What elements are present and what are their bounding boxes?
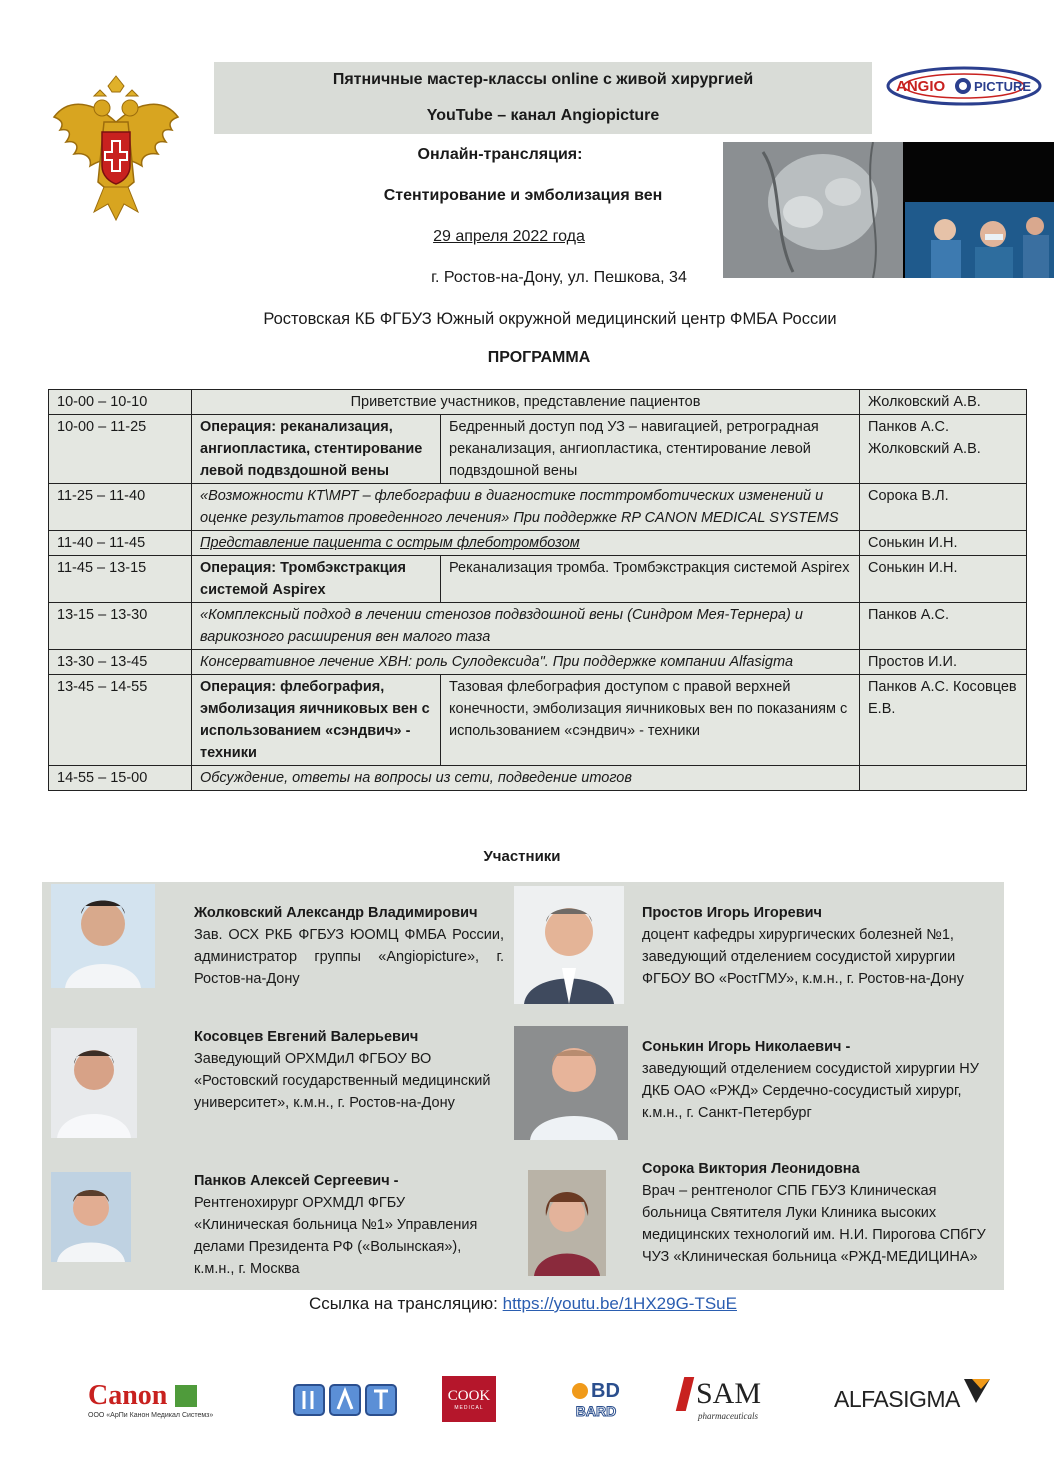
table-row — [49, 531, 1027, 556]
sam-pharmaceuticals-sponsor-logo — [680, 1376, 780, 1422]
alfasigma-triangle-icon — [962, 1375, 992, 1405]
program-title: ПРОГРАММА — [487, 349, 591, 366]
participant-photo — [514, 1026, 628, 1140]
time-cell: 13-15 – 13-30 — [49, 603, 192, 650]
participant-card — [194, 1026, 494, 1114]
time-cell: 11-40 – 11-45 — [49, 531, 192, 556]
speaker-cell: Жолковский А.В. — [860, 390, 1027, 415]
speaker-cell: Простов И.И. — [860, 650, 1027, 675]
participant-name: Жолковский Александр Владимирович — [194, 905, 478, 921]
canon-subtitle: ООО «АрПи Канон Медикал Системз» — [88, 1411, 214, 1419]
bd-bard-sponsor-logo — [566, 1376, 626, 1422]
broadcast-organization: Ростовская КБ ФГБУЗ Южный окружной медицинский центр ФМБА России — [263, 310, 837, 328]
broadcast-topic: Стентирование и эмболизация вен — [383, 187, 663, 204]
participant-card — [642, 1036, 982, 1124]
participant-name: Косовцев Евгений Валерьевич — [194, 1029, 419, 1045]
canon-sponsor-logo — [88, 1376, 228, 1422]
time-cell: 11-45 – 13-15 — [49, 556, 192, 603]
speaker-cell: Панков А.С. — [860, 603, 1027, 650]
time-cell: 11-25 – 11-40 — [49, 484, 192, 531]
broadcast-label: Онлайн-трансляция: — [417, 146, 583, 163]
time-cell: 10-00 – 11-25 — [49, 415, 192, 484]
participant-card — [642, 1158, 992, 1268]
participant-bio: заведующий отделением сосудистой хирургии НУ ДКБ ОАО «РЖД» Сердечно-сосудистый хирург, к.м.н., г. Санкт-Петербург — [642, 1061, 979, 1121]
time-cell: 10-00 – 10-10 — [49, 390, 192, 415]
canon-logo-text: Canon — [88, 1379, 168, 1411]
participant-card — [642, 902, 982, 990]
table-row — [49, 650, 1027, 675]
speaker-cell: Сонькин И.Н. — [860, 531, 1027, 556]
participant-name: Панков Алексей Сергеевич - — [194, 1173, 399, 1189]
activity-cell: Консервативное лечение ХВН: роль Сулодексида". При поддержке компании Alfasigma — [192, 650, 860, 675]
details-cell: Бедренный доступ под УЗ – навигацией, ретроградная реканализация, ангиопластика, стентирование левой подвздошной вены — [441, 415, 860, 484]
time-cell: 13-30 – 13-45 — [49, 650, 192, 675]
table-row — [49, 675, 1027, 766]
table-row — [49, 556, 1027, 603]
participant-name: Сонькин Игорь Николаевич - — [642, 1039, 851, 1055]
bd-icon — [572, 1383, 588, 1399]
alfasigma-logo-text: ALFASIGMA — [834, 1385, 960, 1412]
cook-medical-sponsor-logo — [442, 1376, 496, 1422]
broadcast-address: г. Ростов-на-Дону, ул. Пешкова, 34 — [431, 269, 687, 286]
speaker-cell: Сорока В.Л. — [860, 484, 1027, 531]
participant-bio: Рентгенохирург ОРХМДЛ ФГБУ «Клиническая больница №1» Управления делами Президента РФ («Волынская»), к.м.н., г. Москва — [194, 1195, 478, 1277]
operation-cell: Операция: реканализация, ангиопластика, стентирование левой подвздошной вены — [192, 415, 441, 484]
details-cell: Тазовая флебография доступом с правой верхней конечности, эмболизация яичниковых вен по показаниям с использованием «сэндвич» - техники — [441, 675, 860, 766]
cook-subtitle: MEDICAL — [454, 1404, 484, 1411]
sam-logo-text: SAM — [696, 1377, 762, 1410]
activity-cell: «Возможности КТ\МРТ – флебографии в диагностике посттромботических изменений и оценке результатов проведенного лечения» При поддержке RP CANON MEDICAL SYSTEMS — [192, 484, 860, 531]
imt-sponsor-logo — [292, 1376, 402, 1422]
participant-bio: Зав. ОСХ РКБ ФГБУЗ ЮОМЦ ФМБА России, администратор группы «Angiopicture», г. Ростов-на-Дону — [194, 927, 504, 987]
angio-logo-text: ANGIO — [896, 78, 946, 95]
participant-card — [194, 902, 504, 990]
participant-photo — [51, 1028, 137, 1138]
activity-cell: Обсуждение, ответы на вопросы из сети, подведение итогов — [192, 766, 860, 791]
participant-bio: доцент кафедры хирургических болезней №1, заведующий отделением сосудистой хирургии ФГБОУ ВО «РостГМУ», к.м.н., г. Ростов-на-Дону — [642, 927, 964, 987]
stream-label: Ссылка на трансляцию: — [309, 1294, 498, 1313]
details-cell: Реканализация тромба. Тромбэкстракция системой Aspirex — [441, 556, 860, 603]
speaker-cell: Сонькин И.Н. — [860, 556, 1027, 603]
participant-photo — [528, 1170, 606, 1276]
time-cell: 14-55 – 15-00 — [49, 766, 192, 791]
participant-photo — [51, 1172, 131, 1262]
sam-slash-icon — [676, 1377, 694, 1411]
angiopicture-logo — [884, 60, 1044, 116]
bard-logo-text: BARD — [575, 1402, 617, 1419]
alfasigma-sponsor-logo — [834, 1376, 1004, 1422]
activity-cell: Представление пациента с острым флеботромбозом — [192, 531, 860, 556]
bd-logo-text: BD — [591, 1379, 620, 1402]
activity-cell: Приветствие участников, представление пациентов — [192, 390, 860, 415]
surgery-video-still — [723, 142, 1054, 278]
russian-coat-of-arms-emblem — [34, 62, 199, 227]
stream-link-line — [200, 1294, 846, 1314]
participant-photo — [514, 886, 624, 1004]
banner-youtube-channel: YouTube – канал Angiopicture — [214, 98, 872, 134]
time-cell: 13-45 – 14-55 — [49, 675, 192, 766]
participant-bio: Врач – рентгенолог СПБ ГБУЗ Клиническая больница Святителя Луки Клиника высоких медицинских технологий им. Н.И. Пирогова СПбГУ ЧУЗ «Клиническая больница «РЖД-МЕДИЦИНА» — [642, 1183, 986, 1265]
speaker-cell: Панков А.С. Жолковский А.В. — [860, 415, 1027, 484]
participant-card — [194, 1170, 494, 1280]
broadcast-date: 29 апреля 2022 года — [433, 228, 585, 245]
participant-photo — [51, 884, 155, 988]
table-row — [49, 484, 1027, 531]
operation-cell: Операция: Тромбэкстракция системой Aspirex — [192, 556, 441, 603]
banner-master-class: Пятничные мастер-классы online с живой хирургией — [214, 62, 872, 98]
speaker-cell: Панков А.С. Косовцев Е.В. — [860, 675, 1027, 766]
participants-title: Участники — [483, 848, 561, 865]
speaker-cell — [860, 766, 1027, 791]
canon-partner-icon — [175, 1385, 197, 1407]
stream-link[interactable]: https://youtu.be/1HX29G-TSuE — [502, 1294, 737, 1313]
table-row — [49, 603, 1027, 650]
operation-cell: Операция: флебография, эмболизация яичниковых вен с использованием «сэндвич» - техники — [192, 675, 441, 766]
table-row — [49, 390, 1027, 415]
sam-subtitle: pharmaceuticals — [698, 1411, 758, 1421]
activity-cell: «Комплексный подход в лечении стенозов подвздошной вены (Синдром Мея-Тернера) и варикозного расширения вен малого таза — [192, 603, 860, 650]
cook-logo-text: COOK — [447, 1387, 491, 1404]
participants-panel — [42, 882, 1004, 1290]
program-schedule-table — [48, 389, 1027, 791]
participant-bio: Заведующий ОРХМДиЛ ФГБОУ ВО «Ростовский государственный медицинский университет», к.м.н., г. Ростов-на-Дону — [194, 1051, 491, 1111]
table-row — [49, 766, 1027, 791]
picture-logo-text: PICTURE — [974, 79, 1032, 94]
table-row — [49, 415, 1027, 484]
participant-name: Простов Игорь Игоревич — [642, 905, 822, 921]
participant-name: Сорока Виктория Леонидовна — [642, 1161, 860, 1177]
